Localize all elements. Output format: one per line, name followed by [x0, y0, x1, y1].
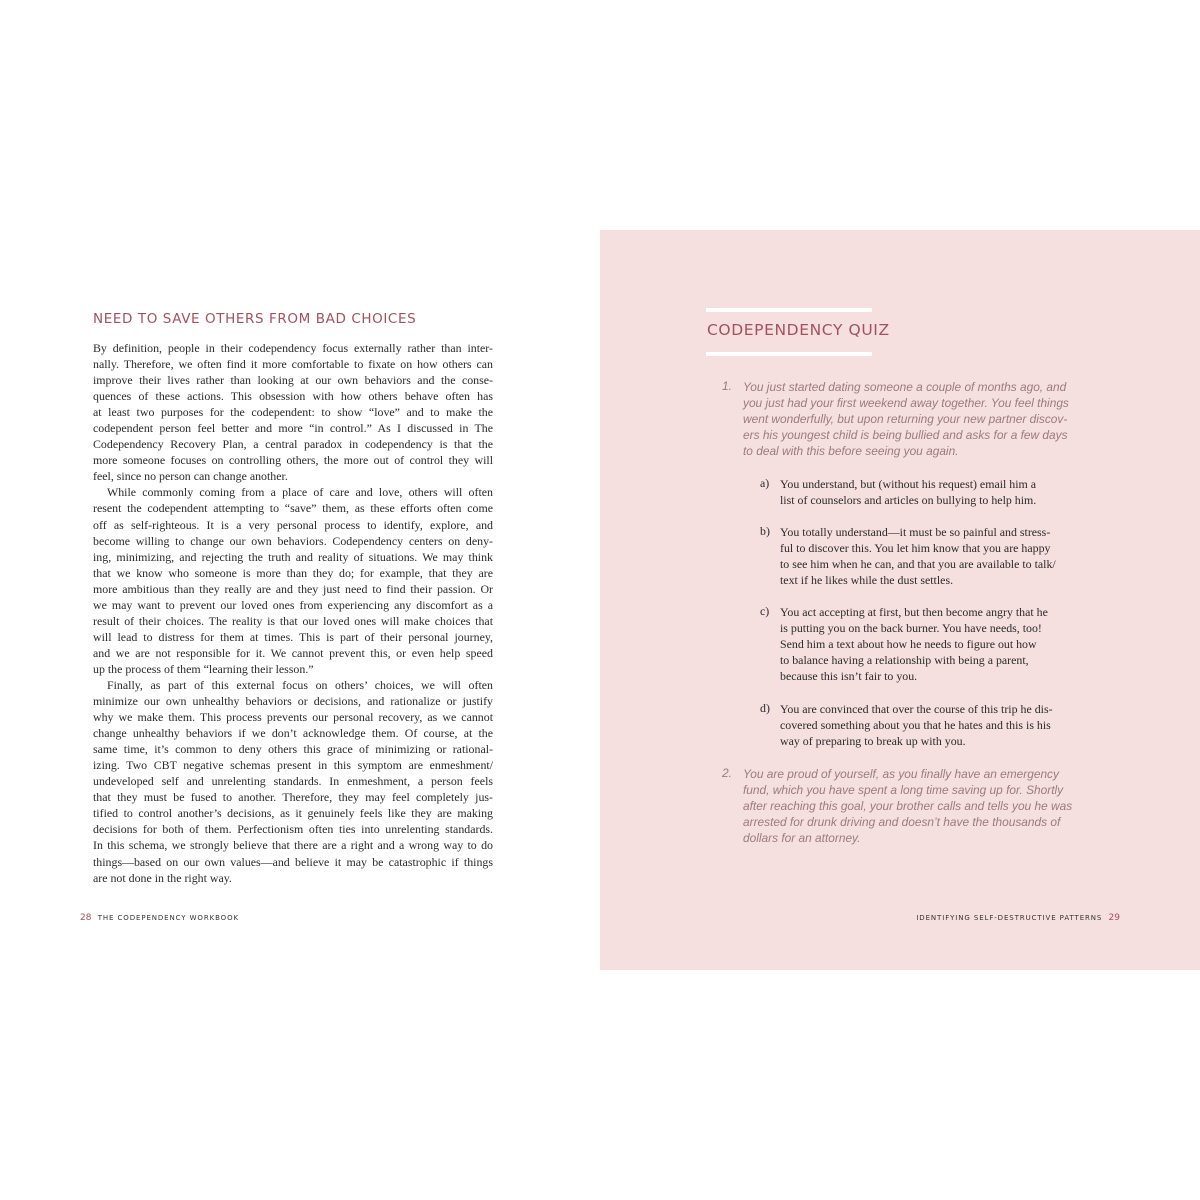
text-line: change unhealthy behaviors if we don’t acknowledge them. Of course, at the: [93, 726, 493, 741]
text-line: things—based on our own values—and believe it may be catastrophic if things: [93, 854, 493, 869]
text-line: and we are not responsible for it. We cannot prevent this, or even help speed: [93, 645, 493, 660]
option-line: way of preparing to break up with you.: [780, 734, 966, 749]
text-line: By definition, people in their codependency focus externally rather than inter-: [93, 341, 493, 355]
text-line: result of their choices. The reality is that our loved ones will make choices that: [93, 613, 493, 628]
text-line: will lead to distress for them at times. This is part of their personal journey,: [93, 629, 493, 644]
option-line: list of counselors and articles on bullying to help him.: [780, 493, 1037, 508]
option-line: is putting you on the back burner. You have needs, too!: [780, 621, 1042, 636]
option-line: Send him a text about how he needs to figure out how: [780, 637, 1037, 652]
text-line: off as self-righteous. It is a very personal process to identify, explore, and: [93, 517, 493, 532]
option-text: [780, 524, 1092, 588]
question-number: 2.: [722, 766, 733, 780]
text-line: up the process of them “learning their lesson.”: [93, 661, 314, 676]
option-letter: a): [760, 476, 770, 490]
text-line: decisions for both of them. Perfectionism often ties into unrelenting standards.: [93, 822, 493, 837]
option-line: because this isn’t fair to you.: [780, 669, 918, 684]
section-heading: NEED TO SAVE OTHERS FROM BAD CHOICES: [93, 311, 417, 327]
text-line: that we know who someone is more than they do; for example, that they are: [93, 565, 493, 580]
text-line: Codependency Recovery Plan, a central paradox in codependency is that the: [93, 437, 493, 452]
text-line: minimize our own unhealthy behaviors or decisions, and rationalize or justify: [93, 694, 493, 709]
option-text: [780, 476, 1092, 508]
text-line: codependent person feel better and more “in control.” As I discussed in The: [93, 421, 493, 436]
option-line: You totally understand—it must be so painful and stress-: [780, 525, 1051, 539]
text-line: more someone focuses on controlling others, the more out of control they will: [93, 453, 493, 468]
question-line: ers his youngest child is being bullied and asks for a few days: [743, 428, 1068, 443]
option-letter: d): [760, 701, 770, 715]
text-line: izing. Two CBT negative schemas present in this symptom are enmeshment/: [93, 758, 493, 773]
page-number: 28: [80, 913, 92, 923]
text-line: why we make them. This process prevents our personal recovery, as we cannot: [93, 710, 493, 725]
option-line: text if he likes while the dust settles.: [780, 573, 954, 588]
option-line: You understand, but (without his request) email him a: [780, 477, 1037, 491]
option-letter: b): [760, 524, 770, 538]
text-line: In this schema, we strongly believe that there are a right and a wrong way to do: [93, 838, 493, 853]
text-line: tified to control another’s decisions, as it genuinely feels like they are making: [93, 806, 493, 821]
question-line: went wonderfully, but upon returning your new partner discov-: [743, 412, 1068, 427]
option-line: covered something about you that he hates and this is his: [780, 718, 1051, 733]
text-line: same time, it’s common to deny others this grace of minimizing or rational-: [93, 742, 493, 757]
text-line: are not done in the right way.: [93, 870, 232, 885]
left-page-footer: [80, 913, 239, 923]
left-page: [0, 230, 600, 970]
right-page: [600, 230, 1200, 970]
option-text: [780, 701, 1092, 749]
running-title: IDENTIFYING SELF-DESTRUCTIVE PATTERNS: [916, 914, 1103, 922]
question-text: [743, 379, 1095, 459]
option-line: to see him when he can, and that you are available to talk/: [780, 557, 1056, 572]
body-text: [93, 340, 493, 886]
text-line: improve their lives rather than looking at our own behaviors and the conse-: [93, 373, 493, 388]
right-page-footer: [916, 913, 1120, 923]
option-letter: c): [760, 604, 770, 618]
question-text: [743, 766, 1095, 846]
option-line: to balance having a relationship with being a parent,: [780, 653, 1029, 668]
question-line: after reaching this goal, your brother calls and tells you he was: [743, 799, 1073, 814]
text-line: more ambitious than they really are and they just need to find their passion. Or: [93, 581, 493, 596]
text-line: nally. Therefore, we often find it more comfortable to fixate on how others can: [93, 357, 493, 372]
text-line: we may want to prevent our loved ones from experiencing any discomfort as a: [93, 597, 493, 612]
option-line: ful to discover this. You let him know that you are happy: [780, 541, 1051, 556]
quiz-heading: CODEPENDENCY QUIZ: [707, 321, 890, 339]
text-line: Finally, as part of this external focus on others’ choices, we will often: [107, 677, 493, 692]
text-line: that they must be fused to another. Therefore, they may feel completely jus-: [93, 790, 493, 805]
question-line: You are proud of yourself, as you finally have an emergency: [743, 767, 1059, 781]
quiz-heading-frame: [706, 308, 890, 356]
question-line: arrested for drunk driving and doesn’t have the thousands of: [743, 815, 1061, 830]
question-line: fund, which you have spent a long time saving up for. Shortly: [743, 783, 1064, 798]
text-line: While commonly coming from a place of care and love, others will often: [107, 485, 493, 500]
text-line: quences of these actions. This obsession with how others behave often has: [93, 389, 493, 404]
question-line: to deal with this before seeing you again.: [743, 444, 959, 459]
text-line: become willing to change our own behaviors. Codependency centers on deny-: [93, 533, 493, 548]
question-number: 1.: [722, 379, 733, 393]
question-line: You just started dating someone a couple of months ago, and: [743, 380, 1067, 394]
text-line: ing, minimizing, and rejecting the truth and reality of situations. We may think: [93, 549, 493, 564]
question-line: dollars for an attorney.: [743, 831, 861, 846]
text-line: undeveloped self and unrelenting standards. In enmeshment, a person feels: [93, 774, 493, 789]
text-line: feel, since no person can change another.: [93, 469, 288, 484]
running-title: THE CODEPENDENCY WORKBOOK: [97, 914, 239, 922]
question-line: you just had your first weekend away together. You feel things: [743, 396, 1069, 411]
option-text: [780, 604, 1092, 684]
option-line: You act accepting at first, but then become angry that he: [780, 605, 1048, 619]
text-line: resent the codependent attempting to “save” them, as these efforts often come: [93, 501, 493, 516]
page-number: 29: [1108, 913, 1120, 923]
option-line: You are convinced that over the course of this trip he dis-: [780, 702, 1053, 716]
text-line: at least two purposes for the codependent: to show “love” and to make the: [93, 405, 493, 420]
